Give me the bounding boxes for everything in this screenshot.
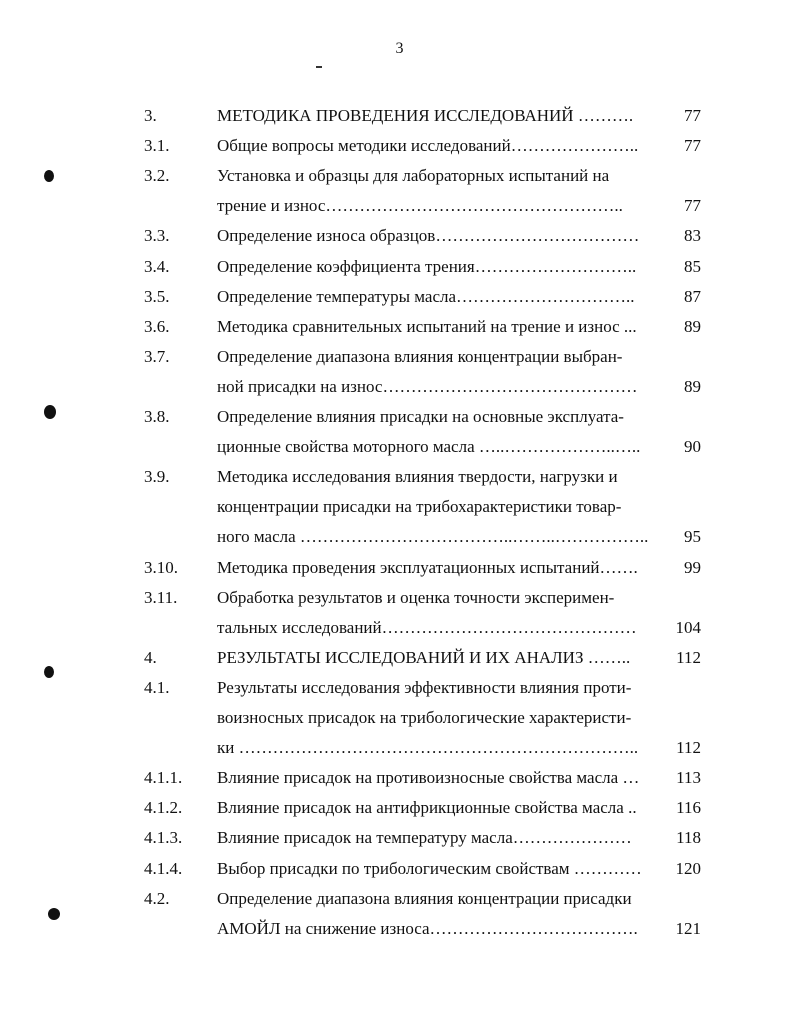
toc-line bbox=[0, 827, 799, 849]
toc-title: Влияние присадок на антифрикционные свойства масла .. bbox=[217, 798, 637, 818]
toc-page: 87 bbox=[684, 286, 701, 306]
toc-title: ционные свойства моторного масла …..………………..….. bbox=[217, 437, 641, 457]
toc-line bbox=[0, 225, 799, 247]
toc-line bbox=[0, 797, 799, 819]
toc-line bbox=[0, 165, 799, 187]
toc-number: 3.5. bbox=[144, 286, 170, 306]
toc-title: тальных исследований……………………………………… bbox=[217, 617, 637, 637]
toc-line bbox=[0, 406, 799, 428]
toc-line bbox=[0, 587, 799, 609]
toc-line bbox=[0, 617, 799, 639]
toc-line bbox=[0, 496, 799, 518]
toc-line bbox=[0, 316, 799, 338]
toc-page: 89 bbox=[684, 376, 701, 396]
toc-number: 3.11. bbox=[144, 587, 178, 607]
toc-title: Установка и образцы для лабораторных испытаний на bbox=[217, 166, 610, 186]
toc-title: Влияние присадок на температуру масла………………… bbox=[217, 828, 632, 848]
toc-title: Методика проведения эксплуатационных испытаний……. bbox=[217, 557, 638, 577]
toc-title: ки …………………………………………………………….. bbox=[217, 738, 639, 758]
toc-line bbox=[0, 436, 799, 458]
toc-number: 3.1. bbox=[144, 136, 170, 156]
toc-page: 121 bbox=[675, 918, 701, 938]
toc-title: Влияние присадок на противоизносные свойства масла … bbox=[217, 768, 640, 788]
toc-number: 3.3. bbox=[144, 226, 170, 246]
toc-line bbox=[0, 888, 799, 910]
toc-line bbox=[0, 858, 799, 880]
toc-number: 3.8. bbox=[144, 407, 170, 426]
toc-page: 83 bbox=[684, 226, 701, 246]
toc-number: 4.1.4. bbox=[144, 858, 183, 878]
toc-title: Обработка результатов и оценка точности эксперимен- bbox=[217, 587, 615, 607]
toc-line bbox=[0, 677, 799, 699]
toc-number: 3.9. bbox=[144, 467, 170, 487]
toc-page: 77 bbox=[684, 196, 701, 216]
toc-number: 4.1.2. bbox=[144, 798, 183, 818]
toc-number: 3.4. bbox=[144, 256, 170, 276]
toc-page: 120 bbox=[675, 858, 701, 878]
toc-line bbox=[0, 526, 799, 548]
toc-page: 95 bbox=[684, 527, 701, 547]
toc-title: АМОЙЛ на снижение износа………………………………. bbox=[217, 918, 638, 938]
toc-line bbox=[0, 557, 799, 579]
toc-page: 99 bbox=[684, 557, 701, 577]
toc-title: РЕЗУЛЬТАТЫ ИССЛЕДОВАНИЙ И ИХ АНАЛИЗ …….. bbox=[217, 647, 631, 667]
toc-title: ного масла ………………………………..……..…………….. bbox=[217, 527, 649, 547]
toc-line bbox=[0, 767, 799, 789]
toc-title: трение и износ…………………………………………….. bbox=[217, 196, 623, 216]
toc-title: МЕТОДИКА ПРОВЕДЕНИЯ ИССЛЕДОВАНИЙ ………. bbox=[217, 106, 634, 125]
toc-number: 3.7. bbox=[144, 346, 170, 366]
page-number: 3 bbox=[395, 40, 404, 57]
toc-number: 3. bbox=[144, 106, 157, 125]
toc-line bbox=[0, 286, 799, 308]
toc-line bbox=[0, 135, 799, 157]
toc-number: 4.1.1. bbox=[144, 768, 183, 788]
toc-page: 104 bbox=[675, 617, 701, 637]
toc-title: Определение коэффициента трения……………………….. bbox=[217, 256, 637, 276]
toc-line bbox=[0, 105, 799, 127]
toc-page: 112 bbox=[676, 647, 701, 667]
toc-line bbox=[0, 346, 799, 368]
toc-title: Общие вопросы методики исследований………………….. bbox=[217, 136, 639, 156]
toc-title: Определение износа образцов……………………………… bbox=[217, 226, 640, 246]
toc-number: 3.10. bbox=[144, 557, 178, 577]
toc-title: Выбор присадки по трибологическим свойствам ………… bbox=[217, 858, 642, 878]
toc-title: Определение диапазона влияния концентрации выбран- bbox=[217, 346, 623, 366]
toc-page: 77 bbox=[684, 106, 701, 125]
toc-title: Определение температуры масла………………………….. bbox=[217, 286, 635, 306]
toc-number: 4.1. bbox=[144, 677, 170, 697]
toc-page: 116 bbox=[676, 798, 701, 818]
toc-number: 4. bbox=[144, 647, 157, 667]
toc-line bbox=[0, 376, 799, 398]
toc-line bbox=[0, 647, 799, 669]
toc-title: воизносных присадок на трибологические характеристи- bbox=[217, 708, 632, 727]
toc-number: 3.2. bbox=[144, 166, 170, 186]
toc-page: 85 bbox=[684, 256, 701, 276]
toc-number: 3.6. bbox=[144, 316, 170, 336]
toc-line bbox=[0, 256, 799, 278]
toc-page: 77 bbox=[684, 136, 701, 156]
toc-page: 90 bbox=[684, 437, 701, 457]
toc-line bbox=[0, 918, 799, 940]
toc-number: 4.2. bbox=[144, 888, 170, 908]
toc-title: концентрации присадки на трибохарактеристики товар- bbox=[217, 497, 622, 517]
toc-title: ной присадки на износ……………………………………… bbox=[217, 376, 638, 396]
scan-mark bbox=[316, 66, 322, 68]
toc-title: Определение влияния присадки на основные эксплуата- bbox=[217, 407, 624, 426]
toc-line bbox=[0, 737, 799, 759]
toc-line bbox=[0, 466, 799, 488]
toc-line bbox=[0, 195, 799, 217]
toc-page: 112 bbox=[676, 738, 701, 758]
toc-line bbox=[0, 707, 799, 729]
toc-page: 113 bbox=[676, 768, 701, 788]
toc-title: Определение диапазона влияния концентрации присадки bbox=[217, 888, 632, 908]
toc-page: 89 bbox=[684, 316, 701, 336]
toc-title: Методика сравнительных испытаний на трение и износ ... bbox=[217, 316, 637, 336]
toc-page: 118 bbox=[676, 828, 701, 848]
toc-number: 4.1.3. bbox=[144, 828, 183, 848]
toc-title: Методика исследования влияния твердости, нагрузки и bbox=[217, 467, 618, 487]
toc-title: Результаты исследования эффективности влияния проти- bbox=[217, 677, 632, 697]
